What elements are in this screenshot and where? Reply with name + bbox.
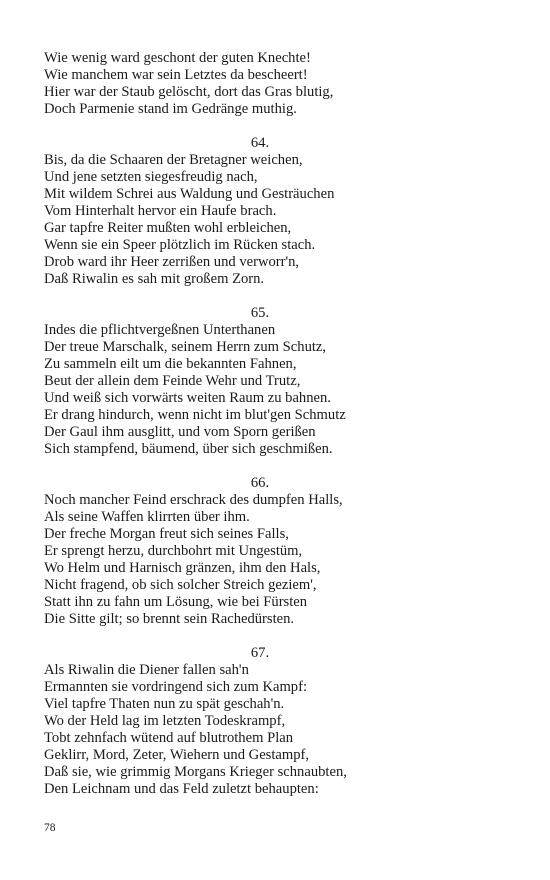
verse-line: Der freche Morgan freut sich seines Falls, — [44, 526, 289, 542]
verse-line: Mit wildem Schrei aus Waldung und Gesträuchen — [44, 186, 335, 202]
verse-line: Wie wenig ward geschont der guten Knechte! — [44, 50, 311, 66]
verse-line: Die Sitte gilt; so brennt sein Rachedürsten. — [44, 611, 295, 627]
stanza-number: 64. — [250, 135, 270, 151]
page-number: 78 — [44, 822, 56, 834]
verse-line: Drob ward ihr Heer zerrißen und verworr'n, — [44, 254, 300, 270]
verse-line: Nicht fragend, ob sich solcher Streich geziem', — [44, 577, 317, 593]
verse-line: Und jene setzten siegesfreudig nach, — [44, 169, 258, 185]
verse-line: Daß sie, wie grimmig Morgans Krieger schnaubten, — [44, 764, 347, 780]
stanza-number: 67. — [250, 645, 270, 661]
poem-text — [44, 50, 514, 798]
verse-line: Der Gaul ihm ausglitt, und vom Sporn gerißen — [44, 424, 316, 440]
verse-line: Hier war der Staub gelöscht, dort das Gras blutig, — [44, 84, 334, 100]
verse-line: Er sprengt herzu, durchbohrt mit Ungestüm, — [44, 543, 303, 559]
verse-line: Noch mancher Feind erschrack des dumpfen Halls, — [44, 492, 343, 508]
verse-line: Der treue Marschalk, seinem Herrn zum Schutz, — [44, 339, 327, 355]
verse-line: Vom Hinterhalt hervor ein Haufe brach. — [44, 203, 277, 219]
verse-line: Ermannten sie vordringend sich zum Kampf: — [44, 679, 308, 695]
verse-line: Beut der allein dem Feinde Wehr und Trutz, — [44, 373, 301, 389]
verse-line: Und weiß sich vorwärts weiten Raum zu bahnen. — [44, 390, 331, 406]
stanza-66 — [44, 475, 514, 628]
verse-line: Bis, da die Schaaren der Bretagner weichen, — [44, 152, 303, 168]
verse-line: Zu sammeln eilt um die bekannten Fahnen, — [44, 356, 297, 372]
verse-line: Sich stampfend, bäumend, über sich geschmißen. — [44, 441, 333, 457]
verse-line: Doch Parmenie stand im Gedränge muthig. — [44, 101, 297, 117]
verse-line: Wenn sie ein Speer plötzlich im Rücken stach. — [44, 237, 316, 253]
stanza-65 — [44, 305, 514, 458]
verse-line: Statt ihn zu fahn um Lösung, wie bei Fürsten — [44, 594, 308, 610]
stanza-number: 66. — [250, 475, 270, 491]
verse-line: Wie manchem war sein Letztes da bescheert! — [44, 67, 308, 83]
verse-line: Tobt zehnfach wütend auf blutrothem Plan — [44, 730, 294, 746]
stanza-64 — [44, 135, 514, 288]
verse-line: Gar tapfre Reiter mußten wohl erbleichen, — [44, 220, 292, 236]
verse-line: Als seine Waffen klirrten über ihm. — [44, 509, 250, 525]
verse-line: Geklirr, Mord, Zeter, Wiehern und Gestampf, — [44, 747, 310, 763]
stanza-number: 65. — [250, 305, 270, 321]
verse-line: Indes die pflichtvergeßnen Unterthanen — [44, 322, 276, 338]
verse-line: Er drang hindurch, wenn nicht im blut'gen Schmutz — [44, 407, 346, 423]
stanza-63-continuation — [44, 50, 514, 118]
verse-line: Daß Riwalin es sah mit großem Zorn. — [44, 271, 265, 287]
verse-line: Als Riwalin die Diener fallen sah'n — [44, 662, 249, 678]
verse-line: Viel tapfre Thaten nun zu spät geschah'n. — [44, 696, 285, 712]
stanza-67 — [44, 645, 514, 798]
verse-line: Wo Helm und Harnisch gränzen, ihm den Hals, — [44, 560, 321, 576]
verse-line: Wo der Held lag im letzten Todeskrampf, — [44, 713, 286, 729]
verse-line: Den Leichnam und das Feld zuletzt behaupten: — [44, 781, 319, 797]
